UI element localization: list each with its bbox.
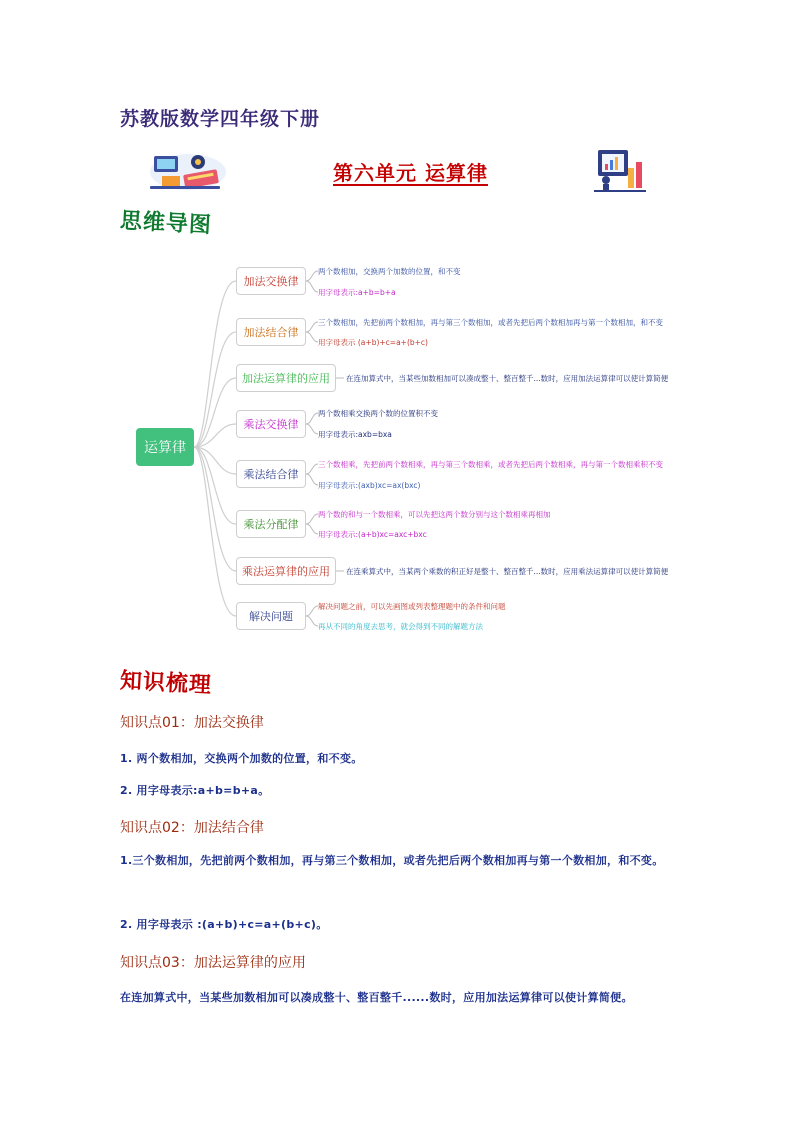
leaf-text: 用字母表示:(axb)xc=ax(bxc)	[318, 481, 421, 490]
leaf-text: 用字母表示 (a+b)+c=a+(b+c)	[318, 338, 428, 347]
knowledge-point-3-title: 知识点03：加法运算律的应用	[120, 955, 306, 971]
knowledge-point-1-line-2: 2. 用字母表示:a+b=b+a。	[120, 784, 270, 797]
branch-node-problem-solving: 解决问题	[236, 602, 306, 630]
leaf-text: 用字母表示:(a+b)xc=axc+bxc	[318, 530, 427, 539]
branch-node-addition-commutative: 加法交换律	[236, 267, 306, 295]
leaf-text: 用字母表示:a+b=b+a	[318, 288, 396, 297]
mindmap-root-node: 运算律	[136, 428, 194, 466]
branch-node-multiplication-application: 乘法运算律的应用	[236, 557, 336, 585]
leaf-text: 两个数相加，交换两个加数的位置，和不变	[318, 267, 461, 276]
leaf-text: 三个数相加，先把前两个数相加，再与第三个数相加，或者先把后两个数相加再与第一个数相加，和不变	[318, 318, 663, 327]
study-illustration-icon	[148, 148, 228, 192]
leaf-text: 解决问题之前，可以先画图或列表整理题中的条件和问题	[318, 602, 506, 611]
branch-node-addition-application: 加法运算律的应用	[236, 364, 336, 392]
mind-map	[130, 255, 690, 640]
leaf-text: 在连乘算式中，当某两个乘数的积正好是整十、整百整千...数时，应用乘法运算律可以使计算简便	[346, 567, 669, 576]
knowledge-point-2-line-2: 2. 用字母表示 :(a+b)+c=a+(b+c)。	[120, 918, 328, 931]
branch-node-multiplication-commutative: 乘法交换律	[236, 410, 306, 438]
branch-node-multiplication-distributive: 乘法分配律	[236, 510, 306, 538]
leaf-text: 用字母表示:axb=bxa	[318, 430, 392, 439]
knowledge-point-2-line-1: 1.三个数相加，先把前两个数相加，再与第三个数相加，或者先把后两个数相加再与第一个数相加，和不变。	[120, 854, 664, 867]
unit-title: 第六单元 运算律	[333, 161, 488, 185]
knowledge-section-title: 知识梳理	[119, 667, 213, 699]
knowledge-point-1-line-1: 1. 两个数相加，交换两个加数的位置，和不变。	[120, 752, 363, 765]
knowledge-point-1-title: 知识点01：加法交换律	[120, 715, 264, 731]
leaf-text: 在连加算式中，当某些加数相加可以凑成整十、整百整千...数时，应用加法运算律可以使计算简便	[346, 374, 669, 383]
leaf-text: 两个数相乘交换两个数的位置积不变	[318, 409, 438, 418]
leaf-text: 再从不同的角度去思考，就会得到不同的解题方法	[318, 622, 483, 631]
chart-illustration-icon	[592, 146, 648, 192]
knowledge-point-2-title: 知识点02：加法结合律	[120, 820, 264, 836]
knowledge-point-3-line-1: 在连加算式中，当某些加数相加可以凑成整十、整百整千......数时，应用加法运算律可以使计算简便。	[120, 991, 633, 1004]
branch-node-addition-associative: 加法结合律	[236, 318, 306, 346]
leaf-text: 两个数的和与一个数相乘，可以先把这两个数分别与这个数相乘再相加	[318, 510, 551, 519]
book-title: 苏教版数学四年级下册	[120, 108, 321, 130]
leaf-text: 三个数相乘，先把前两个数相乘，再与第三个数相乘，或者先把后两个数相乘，再与第一个数相乘积不变	[318, 460, 663, 469]
mind-map-connectors	[130, 255, 690, 640]
branch-node-multiplication-associative: 乘法结合律	[236, 460, 306, 488]
mindmap-section-title: 思维导图	[119, 207, 213, 239]
